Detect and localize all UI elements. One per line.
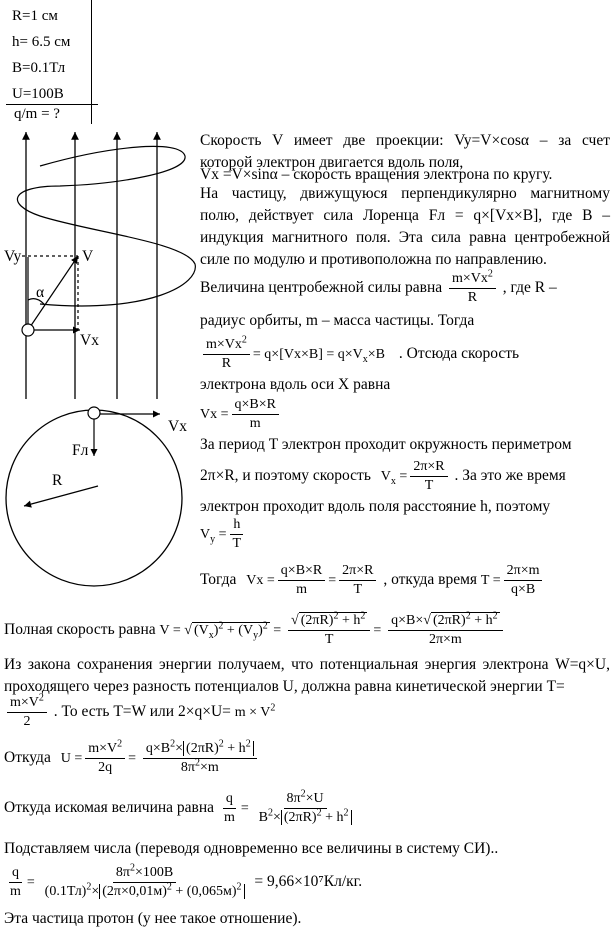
centrifugal-fraction: $\frac{m\times Vx^2}{R}$ [449, 270, 496, 307]
label-alpha: α [36, 284, 45, 301]
text-p6a: За период T электрон проходит окружность периметром [200, 436, 572, 453]
text-p15: Эта частица протон (у нее такое отношение). [4, 910, 302, 927]
given-divider-vertical [91, 0, 92, 124]
text-p4a: Величина центробежной силы равна $\frac{m\times Vx^2}{R}$ , где R – [200, 268, 557, 305]
given-u: U=100В [12, 86, 64, 102]
text-p9: Из закона сохранения энергии получаем, что потенциальная энергия электрона W=q×U, проходящего через разность потенциалов U, должна равна кинетической энергии T= [4, 656, 610, 695]
text-p6b: 2π×R, и поэтому скорость $V_x$ = $\frac{2\pi\times R}{T}$ . За это же время [200, 459, 566, 493]
label-vx-circle: Vx [168, 418, 187, 435]
eq-vy: $V_y$ = $\frac{h}{T}$ [200, 516, 247, 553]
given-h: h= 6.5 см [12, 34, 71, 50]
label-v: V [82, 248, 94, 265]
text-p2: Vx =V×sinα – скорость вращения электрона по кругу. [200, 166, 553, 183]
particle-dot [22, 324, 34, 336]
label-r: R [52, 472, 63, 489]
given-b: B=0.1Тл [12, 60, 66, 76]
text-p11: Откуда U = $\frac{m\times V^2}{2q}$ = $\frac{q\times B^2\times (2\pi R)^2 + h^2}{8\pi^2\times m}$ [4, 740, 260, 777]
text-p1: Скорость V имеет две проекции: Vy=V×cosα – за счет которой электрон двигается вдоль поля, [200, 132, 610, 171]
text-p8: Полная скорость равна V = √ $(V_x)^2 + (V_y)^2$ = $\frac{√ (2\pi R)^2 + h^2}{T}$ = $\frac{q\times B\times√ (2\pi R)^2 + h^2}{2\pi\times m}$ [4, 612, 506, 649]
given-r: R=1 см [12, 8, 58, 24]
particle-dot-top [88, 407, 100, 419]
text-p10: $\frac{m\times V^2}{2}$ . То есть T=W или $2\times q\times U= m \times V^2$ [4, 694, 275, 731]
text-p14: $\frac{q}{m}$ = $\frac{8\pi^2\times 100В}{(0.1Тл)^2\times (2\pi\times 0,01м)^2 + (0,065м)^2}$ = 9,66×10⁷Кл/кг. [10, 862, 363, 899]
text-p12: Откуда искомая величина равна $\frac{q}{m}$ = $\frac{8\pi^2\times U}{B^2\times (2\pi R)^2 + h^2}$ [4, 790, 358, 827]
text-p4c: радиус орбиты, m – масса частицы. Тогда [200, 312, 475, 329]
text-p6d: электрон проходит вдоль поля расстояние h, поэтому [200, 498, 551, 515]
velocity-vectors [22, 256, 80, 330]
label-vy: Vy [4, 248, 22, 265]
text-p4d: $\frac{m\times Vx^2}{R}$ = $q\times[Vx\times B] = q\times V_x\times B$ . Отсюда скорость [200, 336, 612, 373]
text-p7: Тогда Vx = $\frac{q\times B\times R}{m}$ = $\frac{2\pi\times R}{T}$ , откуда время T = $\frac{2\pi\times m}{q\times B}$ [200, 562, 545, 599]
eq-vx: Vx = $\frac{q\times B\times R}{m}$ [200, 396, 282, 433]
helix-figure [0, 124, 200, 404]
label-vx: Vx [80, 332, 99, 349]
label-fl: Fл [72, 442, 89, 459]
text-p13: Подставляем числа (переводя одновременно все величины в систему СИ).. [4, 840, 499, 857]
given-find: q/m = ? [14, 106, 60, 122]
text-p3: На частицу, движущуюся перпендикулярно магнитному полю, действует сила Лоренца Fл = q×[Vx×B], где B – индукция магнитного поля. Эта сила равна центробежной силе по модулю и противоположна по направлению. [200, 185, 610, 268]
given-divider-horizontal [6, 104, 98, 105]
text-p5: электрона вдоль оси X равна [200, 376, 391, 393]
